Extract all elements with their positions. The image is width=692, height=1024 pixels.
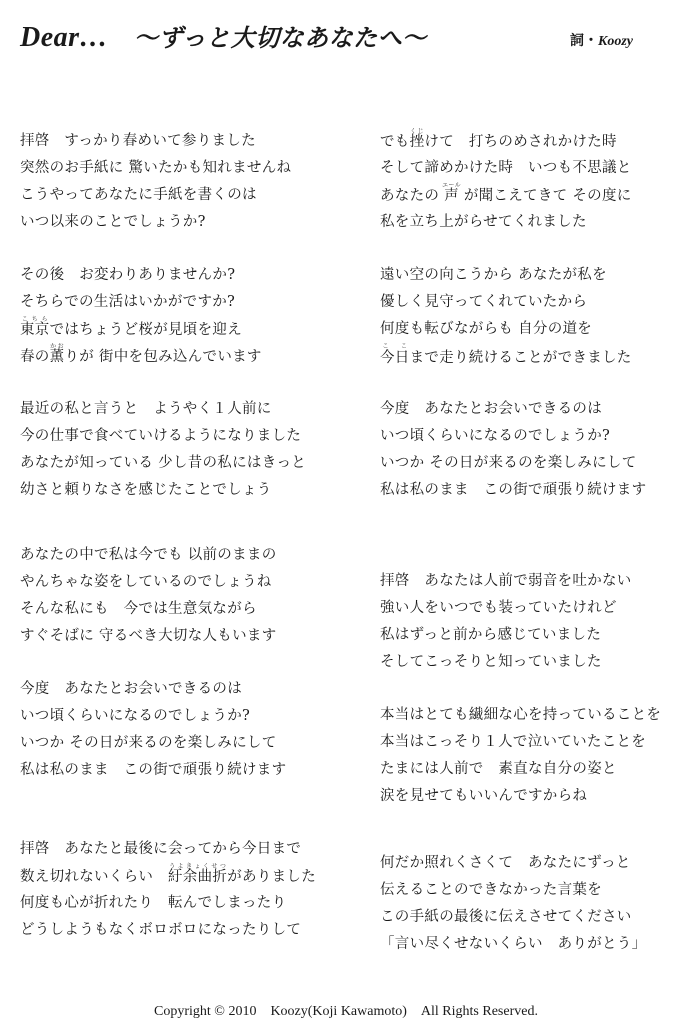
- title-main: Dear…: [20, 22, 109, 53]
- credit-author: Koozy: [598, 34, 633, 49]
- lyricist-credit: [570, 30, 633, 50]
- lyric-line: いつか その日が来るのを楽しみにして: [20, 735, 277, 751]
- lyric-line: 拝啓 すっかり春めいて参りました: [20, 133, 256, 149]
- lyric-line: いつ頃くらいになるのでしょうか?: [380, 428, 611, 444]
- lyric-line: あなたの 声エール が聞こえてきて その度に: [380, 182, 632, 204]
- lyric-line: いつか その日が来るのを楽しみにして: [380, 455, 637, 471]
- lyrics-right-column: [380, 128, 680, 958]
- lyric-line: 春の薫かおりが 街中を包み込んでいます: [20, 343, 262, 365]
- stanza-7: [380, 128, 680, 236]
- ruby-koko: こ こ: [380, 343, 410, 350]
- lyric-line: 私は私のまま この街で頑張り続けます: [380, 482, 647, 498]
- lyric-line: その後 お変わりありませんか?: [20, 267, 236, 283]
- lyric-line: そちらでの生活はいかがですか?: [20, 294, 236, 310]
- lyric-line: あなたの中で私は今でも 以前のままの: [20, 547, 277, 563]
- lyric-line: そしてこっそりと知っていました: [380, 654, 602, 670]
- stanza-4: [20, 542, 350, 650]
- lyric-line: 今日こ こまで走り続けることができました: [380, 343, 632, 366]
- song-title: [20, 18, 427, 54]
- stanza-2: [20, 262, 350, 370]
- lyric-line: 幼さと頼りなさを感じたことでしょう: [20, 482, 272, 498]
- lyric-line: 本当はとても繊細な心を持っていることを: [380, 707, 662, 723]
- stanza-3: [20, 396, 350, 504]
- ruby-koe: エール: [442, 182, 461, 189]
- lyric-line: 最近の私と言うと ようやく１人前に: [20, 401, 272, 417]
- stanza-9: [380, 396, 680, 504]
- lyric-line: いつ以来のことでしょうか?: [20, 214, 206, 230]
- lyric-line: 「言い尽くせないくらい ありがとう」: [380, 936, 647, 952]
- ruby-ukyoku: うよきょくせつ: [168, 863, 228, 870]
- stanza-11: [380, 702, 680, 810]
- lyric-line: どうしようもなくボロボロになったりして: [20, 922, 302, 938]
- ruby-kaori: かお: [49, 343, 65, 350]
- lyric-line: この手紙の最後に伝えさせてください: [380, 909, 632, 925]
- lyric-line: 今度 あなたとお会いできるのは: [380, 401, 602, 417]
- lyric-line: 突然のお手紙に 驚いたかも知れませんね: [20, 160, 292, 176]
- lyrics-left-column: [20, 128, 350, 944]
- lyric-line: 優しく見守ってくれていたから: [380, 294, 588, 310]
- lyric-line: 今度 あなたとお会いできるのは: [20, 681, 242, 697]
- lyric-line: 数え切れないくらい 紆余曲折うよきょくせつがありました: [20, 863, 317, 885]
- stanza-8: [380, 262, 680, 370]
- lyric-line: たまには人前で 素直な自分の姿と: [380, 761, 617, 777]
- lyric-line: そんな私にも 今では生意気ながら: [20, 601, 257, 617]
- lyric-line: 東京こちらではちょうど桜が見頃を迎え: [20, 316, 243, 338]
- lyric-line: 本当はこっそり１人で泣いていたことを: [380, 734, 647, 750]
- lyric-line: 遠い空の向こうから あなたが私を: [380, 267, 607, 283]
- lyric-line: すぐそばに 守るべき大切な人もいます: [20, 628, 277, 644]
- lyric-line: 伝えることのできなかった言葉を: [380, 882, 602, 898]
- lyric-line: いつ頃くらいになるのでしょうか?: [20, 708, 251, 724]
- stanza-10: [380, 568, 680, 676]
- lyric-line: あなたが知っている 少し昔の私にはきっと: [20, 455, 307, 471]
- title-subtitle: ～ずっと大切なあなたへ～: [134, 26, 427, 52]
- copyright-footer: Copyright © 2010 Koozy(Koji Kawamoto) All Rights Reserved.: [154, 1004, 538, 1019]
- lyric-line: 涙を見せてもいいんですからね: [380, 788, 588, 804]
- lyric-line: 今の仕事で食べていけるようになりました: [20, 428, 302, 444]
- ruby-kuji: くじ: [409, 128, 425, 135]
- stanza-5: [20, 676, 350, 784]
- stanza-6: [20, 836, 350, 944]
- lyric-line: そして諦めかけた時 いつも不思議と: [380, 160, 632, 176]
- lyric-line: 何度も転びながらも 自分の道を: [380, 321, 593, 337]
- lyric-line: 何だか照れくさくて あなたにずっと: [380, 855, 631, 871]
- lyric-line: 私は私のまま この街で頑張り続けます: [20, 762, 287, 778]
- stanza-1: [20, 128, 350, 236]
- lyric-line: やんちゃな姿をしているのでしょうね: [20, 574, 272, 590]
- stanza-12: [380, 850, 680, 958]
- lyric-line: 私はずっと前から感じていました: [380, 627, 602, 643]
- ruby-tokyo: こちら: [20, 316, 50, 323]
- lyric-line: 私を立ち上がらせてくれました: [380, 214, 587, 230]
- lyric-line: 何度も心が折れたり 転んでしまったり: [20, 895, 287, 911]
- lyric-line: でも挫くじけて 打ちのめされかけた時: [380, 128, 617, 150]
- credit-label: 詞・: [570, 34, 598, 49]
- lyric-line: 拝啓 あなたと最後に会ってから今日まで: [20, 841, 302, 857]
- lyric-line: 拝啓 あなたは人前で弱音を吐かない: [380, 573, 632, 589]
- lyric-line: こうやってあなたに手紙を書くのは: [20, 187, 257, 203]
- lyric-line: 強い人をいつでも装っていたけれど: [380, 600, 617, 616]
